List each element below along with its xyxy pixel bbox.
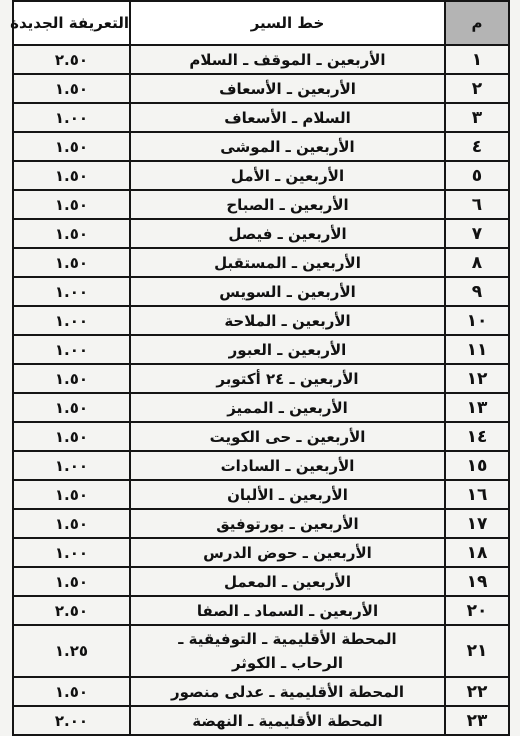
- row-number: ٧: [445, 219, 509, 248]
- fare-cell: ١.٠٠: [13, 103, 130, 132]
- route-cell: الأربعين ـ المستقبل: [130, 248, 445, 277]
- fare-cell: ١.٠٠: [13, 335, 130, 364]
- route-cell: الأربعين ـ الأمل: [130, 161, 445, 190]
- route-cell: الأربعين ـ ٢٤ أكتوبر: [130, 364, 445, 393]
- row-number: ١٣: [445, 393, 509, 422]
- fare-cell: ١.٠٠: [13, 538, 130, 567]
- row-number: ١٤: [445, 422, 509, 451]
- route-line: المحطة الأقليمية ـ التوفيقية ـ: [178, 630, 397, 648]
- route-cell: الأربعين ـ حى الكويت: [130, 422, 445, 451]
- row-number: ٣: [445, 103, 509, 132]
- fare-cell: ١.٥٠: [13, 219, 130, 248]
- fare-cell: ١.٥٠: [13, 248, 130, 277]
- row-number: ٨: [445, 248, 509, 277]
- fare-table: [12, 0, 510, 736]
- table-row: [13, 306, 509, 335]
- fare-cell: ١.٥٠: [13, 567, 130, 596]
- route-cell: الأربعين ـ السادات: [130, 451, 445, 480]
- route-cell: الأربعين ـ الصباح: [130, 190, 445, 219]
- row-number: ٢٢: [445, 677, 509, 706]
- route-cell: الأربعين ـ فيصل: [130, 219, 445, 248]
- row-number: ٢٣: [445, 706, 509, 735]
- table-row: [13, 103, 509, 132]
- table-row: [13, 219, 509, 248]
- route-cell: الأربعين ـ الموقف ـ السلام: [130, 45, 445, 74]
- row-number: ٢: [445, 74, 509, 103]
- row-number: ١٦: [445, 480, 509, 509]
- route-cell: الأربعين ـ الألبان: [130, 480, 445, 509]
- table-row: [13, 509, 509, 538]
- route-cell: الأربعين ـ بورتوفيق: [130, 509, 445, 538]
- route-cell: الأربعين ـ الأسعاف: [130, 74, 445, 103]
- table-row: [13, 132, 509, 161]
- table-row: [13, 451, 509, 480]
- table-row: [13, 277, 509, 306]
- fare-cell: ١.٠٠: [13, 306, 130, 335]
- route-cell: الأربعين ـ المعمل: [130, 567, 445, 596]
- table-row: [13, 190, 509, 219]
- row-number: ٢٠: [445, 596, 509, 625]
- route-cell: الأربعين ـ حوض الدرس: [130, 538, 445, 567]
- fare-cell: ١.٥٠: [13, 677, 130, 706]
- row-number: ٩: [445, 277, 509, 306]
- fare-cell: ١.٠٠: [13, 277, 130, 306]
- fare-cell: ١.٠٠: [13, 451, 130, 480]
- fare-cell: ٢.٥٠: [13, 596, 130, 625]
- route-cell: [130, 625, 445, 677]
- table-row: [13, 677, 509, 706]
- row-number: ٦: [445, 190, 509, 219]
- row-number: ١٩: [445, 567, 509, 596]
- row-number: ١٥: [445, 451, 509, 480]
- route-cell: السلام ـ الأسعاف: [130, 103, 445, 132]
- header-route: خط السير: [130, 1, 445, 45]
- fare-cell: ١.٥٠: [13, 364, 130, 393]
- table-row: [13, 625, 509, 677]
- fare-cell: ١.٢٥: [13, 625, 130, 677]
- table-row: [13, 567, 509, 596]
- fare-cell: ١.٥٠: [13, 422, 130, 451]
- header-fare: التعريفة الجديدة: [13, 1, 130, 45]
- fare-cell: ٢.٥٠: [13, 45, 130, 74]
- route-cell: الأربعين ـ الموشى: [130, 132, 445, 161]
- table-row: [13, 161, 509, 190]
- fare-cell: ١.٥٠: [13, 480, 130, 509]
- fare-cell: ١.٥٠: [13, 393, 130, 422]
- row-number: ١: [445, 45, 509, 74]
- fare-cell: ١.٥٠: [13, 509, 130, 538]
- table-row: [13, 422, 509, 451]
- table-row: [13, 393, 509, 422]
- table-row: [13, 596, 509, 625]
- table-row: [13, 364, 509, 393]
- route-cell: الأربعين ـ الملاحة: [130, 306, 445, 335]
- header-row: [13, 1, 509, 45]
- row-number: ٤: [445, 132, 509, 161]
- fare-cell: ١.٥٠: [13, 190, 130, 219]
- row-number: ١١: [445, 335, 509, 364]
- row-number: ٢١: [445, 625, 509, 677]
- route-cell: المحطة الأقليمية ـ النهضة: [130, 706, 445, 735]
- route-cell: الأربعين ـ السويس: [130, 277, 445, 306]
- route-cell: المحطة الأقليمية ـ عدلى منصور: [130, 677, 445, 706]
- table-row: [13, 480, 509, 509]
- route-cell: الأربعين ـ العبور: [130, 335, 445, 364]
- row-number: ١٠: [445, 306, 509, 335]
- table-row: [13, 74, 509, 103]
- route-line: الرحاب ـ الكوثر: [231, 654, 344, 672]
- route-cell: الأربعين ـ السماد ـ الصفا: [130, 596, 445, 625]
- fare-cell: ١.٥٠: [13, 132, 130, 161]
- header-number: م: [445, 1, 509, 45]
- route-cell: الأربعين ـ المميز: [130, 393, 445, 422]
- table-row: [13, 706, 509, 735]
- fare-cell: ١.٥٠: [13, 74, 130, 103]
- table-row: [13, 538, 509, 567]
- fare-cell: ٢.٠٠: [13, 706, 130, 735]
- row-number: ١٨: [445, 538, 509, 567]
- fare-cell: ١.٥٠: [13, 161, 130, 190]
- row-number: ٥: [445, 161, 509, 190]
- row-number: ١٢: [445, 364, 509, 393]
- table-row: [13, 335, 509, 364]
- table-row: [13, 248, 509, 277]
- table-row: [13, 45, 509, 74]
- row-number: ١٧: [445, 509, 509, 538]
